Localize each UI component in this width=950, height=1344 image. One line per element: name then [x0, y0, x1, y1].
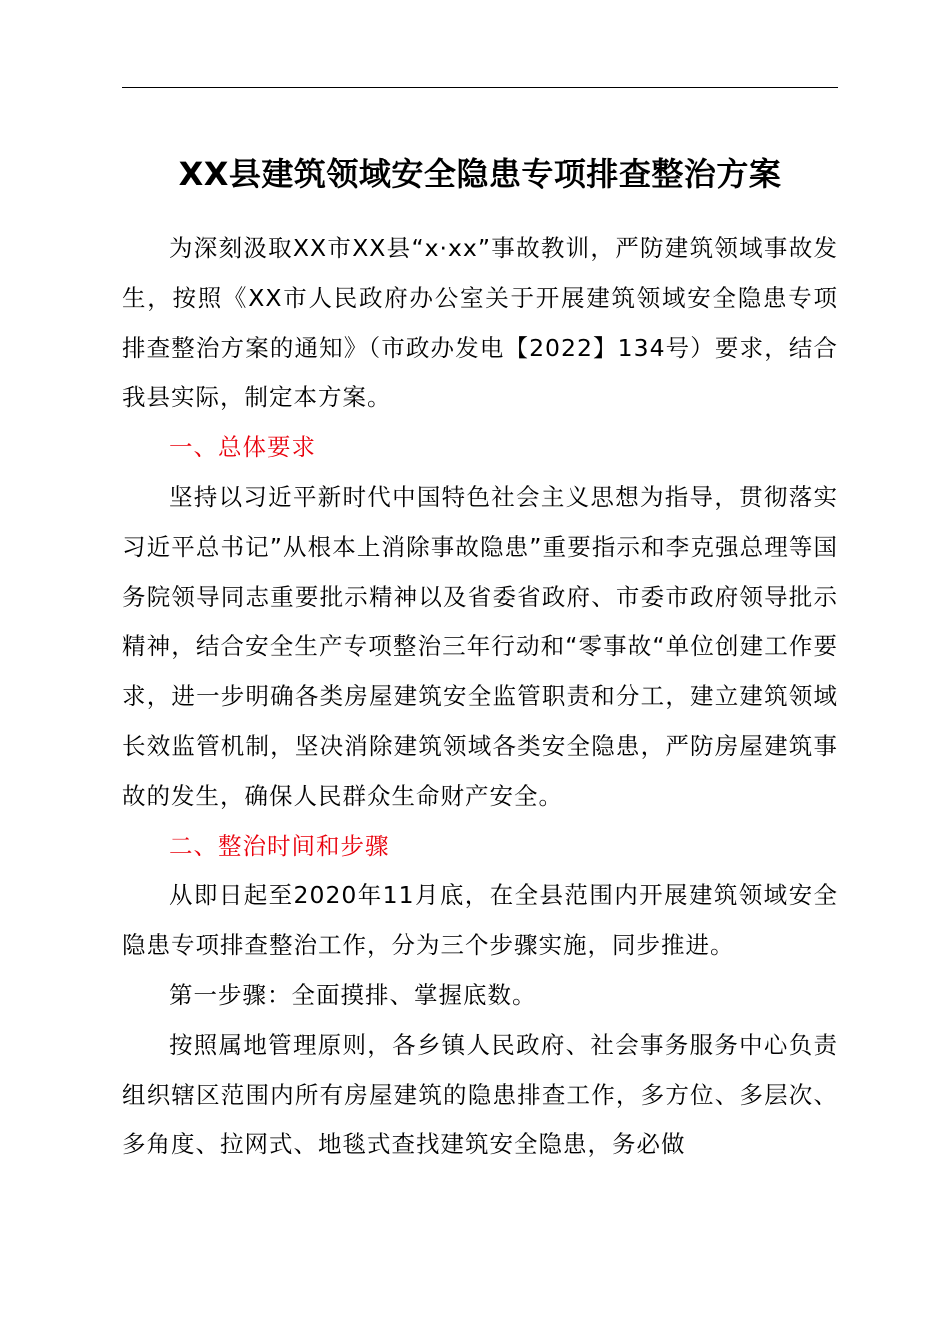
document-body — [122, 224, 838, 1170]
header-rule — [122, 87, 838, 88]
section-heading-general-requirements: 一、总体要求 — [169, 433, 316, 462]
general-requirements-paragraph: 坚持以习近平新时代中国特色社会主义思想为指导，贯彻落实习近平总书记”从根本上消除事故隐患”重要指示和李克强总理等国务院领导同志重要批示精神以及省委省政府、市委市政府领导批示精神，结合安全生产专项整治三年行动和“零事故“单位创建工作要求，进一步明确各类房屋建筑安全监管职责和分工，建立建筑领域长效监管机制，坚决消除建筑领域各类安全隐患，严防房屋建筑事故的发生，确保人民群众生命财产安全。 — [122, 482, 838, 810]
step-one-detail-paragraph: 按照属地管理原则，各乡镇人民政府、社会事务服务中心负责组织辖区范围内所有房屋建筑的隐患排查工作，多方位、多层次、多角度、拉网式、地毯式查找建筑安全隐患，务必做 — [122, 1030, 838, 1159]
section-heading-time-and-steps: 二、整治时间和步骤 — [169, 831, 390, 860]
time-and-steps-paragraph: 从即日起至2020年11月底，在全县范围内开展建筑领域安全隐患专项排查整治工作，分为三个步骤实施，同步推进。 — [122, 881, 838, 960]
step-one-paragraph: 第一步骤：全面摸排、掌握底数。 — [169, 980, 537, 1009]
intro-paragraph: 为深刻汲取XX市XX县“x·xx”事故教训，严防建筑领域事故发生，按照《XX市人民政府办公室关于开展建筑领域安全隐患专项排查整治方案的通知》（市政办发电【2022】134号）要求，结合我县实际，制定本方案。 — [122, 234, 838, 412]
document-title: XX县建筑领域安全隐患专项排查整治方案 — [178, 155, 782, 193]
